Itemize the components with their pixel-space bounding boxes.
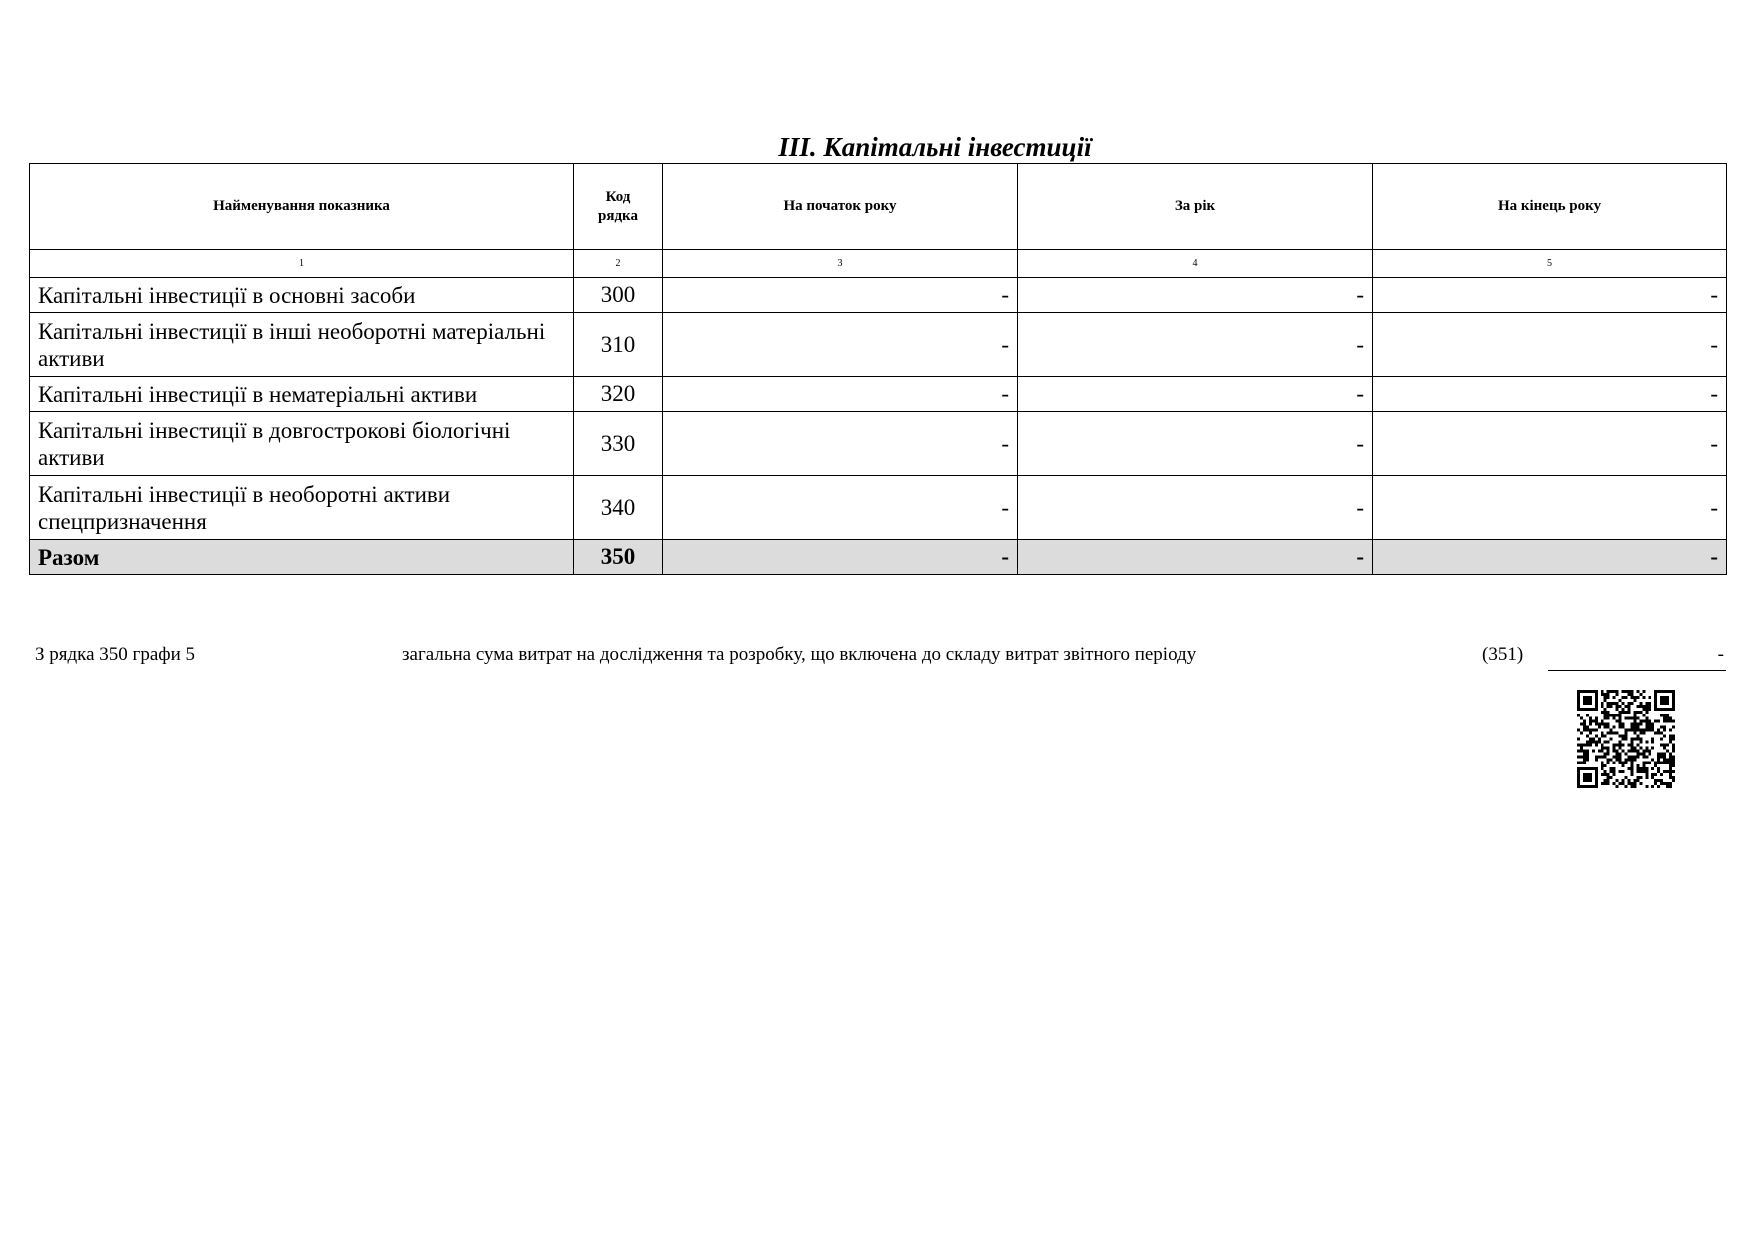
qr-code-icon [1577, 690, 1675, 788]
table-row [30, 412, 1727, 476]
total-start-of-year: - [663, 540, 1018, 575]
value-start-of-year: - [663, 476, 1018, 540]
table-row [30, 313, 1727, 377]
row-code: 320 [574, 377, 663, 412]
header-end-of-year: На кінець року [1373, 164, 1727, 250]
value-for-year: - [1018, 476, 1373, 540]
footnote-code: (351) [1482, 644, 1524, 665]
footnote-value: - [1717, 644, 1724, 665]
value-for-year: - [1018, 377, 1373, 412]
column-number: 2 [574, 250, 663, 278]
column-number: 5 [1373, 250, 1727, 278]
row-name: Капітальні інвестиції в основні засоби [30, 278, 574, 313]
column-number: 1 [30, 250, 574, 278]
row-name: Капітальні інвестиції в довгострокові біологічні активи [30, 412, 574, 476]
value-end-of-year: - [1373, 412, 1727, 476]
row-name: Капітальні інвестиції в необоротні активи спецпризначення [30, 476, 574, 540]
row-code: 310 [574, 313, 663, 377]
capital-investments-table [29, 163, 1727, 575]
table-header-row [30, 164, 1727, 250]
value-end-of-year: - [1373, 313, 1727, 377]
value-end-of-year: - [1373, 377, 1727, 412]
total-end-of-year: - [1373, 540, 1727, 575]
value-for-year: - [1018, 412, 1373, 476]
value-for-year: - [1018, 313, 1373, 377]
value-start-of-year: - [663, 278, 1018, 313]
total-code: 350 [574, 540, 663, 575]
row-code: 330 [574, 412, 663, 476]
row-code: 300 [574, 278, 663, 313]
header-indicator-name: Найменування показника [30, 164, 574, 250]
section-title: III. Капітальні інвестиції [778, 132, 1092, 162]
header-row-code: Код рядка [574, 164, 663, 250]
row-code: 340 [574, 476, 663, 540]
column-number: 3 [663, 250, 1018, 278]
column-number: 4 [1018, 250, 1373, 278]
header-start-of-year: На початок року [663, 164, 1018, 250]
value-for-year: - [1018, 278, 1373, 313]
header-for-year: За рік [1018, 164, 1373, 250]
column-number-row [30, 250, 1727, 278]
value-end-of-year: - [1373, 278, 1727, 313]
value-start-of-year: - [663, 377, 1018, 412]
footnote-value-underline [1548, 670, 1726, 671]
value-start-of-year: - [663, 412, 1018, 476]
total-name: Разом [30, 540, 574, 575]
value-start-of-year: - [663, 313, 1018, 377]
row-name: Капітальні інвестиції в нематеріальні активи [30, 377, 574, 412]
table-row [30, 476, 1727, 540]
value-end-of-year: - [1373, 476, 1727, 540]
table-row [30, 278, 1727, 313]
table-row [30, 377, 1727, 412]
row-name: Капітальні інвестиції в інші необоротні матеріальні активи [30, 313, 574, 377]
total-row [30, 540, 1727, 575]
total-for-year: - [1018, 540, 1373, 575]
footnote-text: загальна сума витрат на дослідження та розробку, що включена до складу витрат звітного періоду [402, 644, 1197, 665]
footnote-reference: З рядка 350 графи 5 [35, 644, 196, 665]
